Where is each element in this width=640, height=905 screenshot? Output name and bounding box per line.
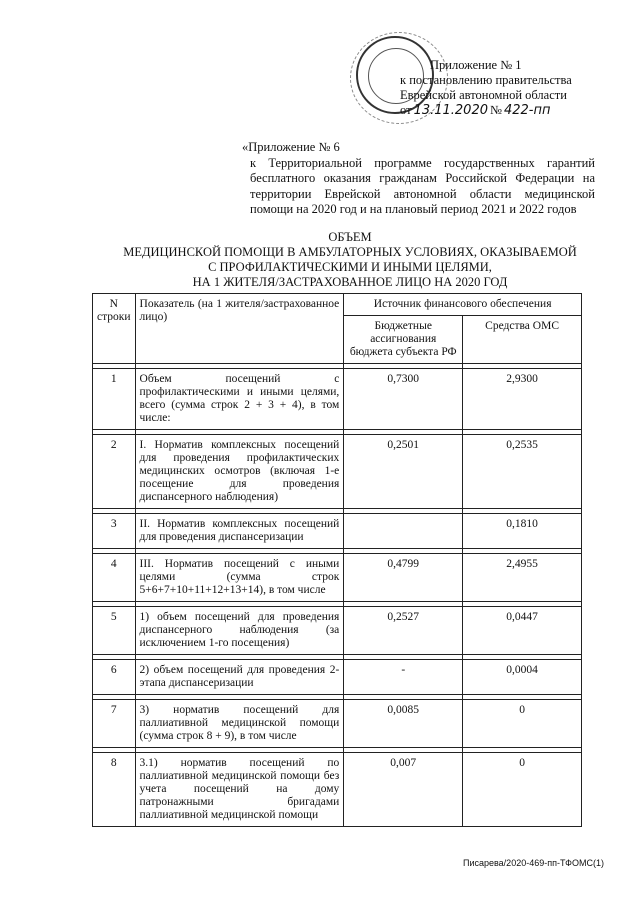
- date-prefix: от: [400, 103, 412, 117]
- header-funding-source: Источник финансового обеспечения: [344, 294, 582, 316]
- title-line-1: ОБЪЕМ: [328, 230, 372, 244]
- table-row: [93, 554, 582, 602]
- table-row: [93, 700, 582, 748]
- table-row: [93, 753, 582, 827]
- title-line-4: НА 1 ЖИТЕЛЯ/ЗАСТРАХОВАННОЕ ЛИЦО НА 2020 ГОД: [192, 275, 508, 289]
- title-line-2: МЕДИЦИНСКОЙ ПОМОЩИ В АМБУЛАТОРНЫХ УСЛОВИЯХ, ОКАЗЫВАЕМОЙ: [123, 245, 577, 259]
- title-line-3: С ПРОФИЛАКТИЧЕСКИМИ И ИНЫМИ ЦЕЛЯМИ,: [208, 260, 492, 274]
- row-budget: [344, 514, 463, 549]
- row-number: 2: [93, 435, 136, 509]
- row-oms: 0: [463, 700, 582, 748]
- row-budget: 0,2501: [344, 435, 463, 509]
- row-number: 4: [93, 554, 136, 602]
- appendix-number: Приложение № 1: [430, 58, 522, 72]
- handwritten-date: 13.11.2020: [413, 103, 488, 118]
- header-budget: Бюджетные ассигнования бюджета субъекта РФ: [344, 316, 463, 364]
- row-indicator: 3.1) норматив посещений по паллиативной медицинской помощи без учета посещений на дому патронажными бригадами паллиативной медицинской помощи: [135, 753, 344, 827]
- row-number: 3: [93, 514, 136, 549]
- table-row: [93, 435, 582, 509]
- table-row: [93, 369, 582, 430]
- row-budget: 0,0085: [344, 700, 463, 748]
- row-number: 8: [93, 753, 136, 827]
- row-indicator: II. Норматив комплексных посещений для проведения диспансеризации: [135, 514, 344, 549]
- header-indicator: Показатель (на 1 жителя/застрахованное лицо): [135, 294, 344, 364]
- handwritten-number: 422-пп: [503, 103, 551, 118]
- row-oms: 0: [463, 753, 582, 827]
- row-oms: 0,0447: [463, 607, 582, 655]
- row-indicator: III. Норматив посещений с иными целями (сумма строк 5+6+7+10+11+12+13+14), в том числе: [135, 554, 344, 602]
- table-row: [93, 514, 582, 549]
- appendix-header: [400, 58, 600, 118]
- row-budget: 0,2527: [344, 607, 463, 655]
- row-indicator: 2) объем посещений для проведения 2-этапа диспансеризации: [135, 660, 344, 695]
- row-indicator: 1) объем посещений для проведения диспансерного наблюдения (за исключением 1-го посещения): [135, 607, 344, 655]
- header-row-number: N строки: [93, 294, 136, 364]
- appendix-date-line: [400, 103, 600, 118]
- appendix-region-line: Еврейской автономной области: [400, 88, 567, 102]
- appendix-6-description: к Территориальной программе государственных гарантий бесплатного оказания гражданам Российской Федерации на территории Еврейской автономной области медицинской помощи на 2020 год и на плановый период 2021 и 2022 годов: [250, 155, 595, 216]
- row-oms: 0,1810: [463, 514, 582, 549]
- row-number: 6: [93, 660, 136, 695]
- row-oms: 0,0004: [463, 660, 582, 695]
- row-oms: 0,2535: [463, 435, 582, 509]
- document-footer-code: Писарева/2020-469-пп-ТФОМС(1): [462, 858, 604, 868]
- document-title: [60, 230, 640, 290]
- appendix-6-header: [242, 140, 595, 218]
- row-indicator: Объем посещений с профилактическими и иными целями, всего (сумма строк 2 + 3 + 4), в том числе:: [135, 369, 344, 430]
- row-indicator: 3) норматив посещений для паллиативной медицинской помощи (сумма строк 8 + 9), в том числе: [135, 700, 344, 748]
- appendix-6-title: «Приложение № 6: [242, 140, 340, 154]
- row-indicator: I. Норматив комплексных посещений для проведения профилактических медицинских осмотров (включая 1-е посещение для проведения диспансерного наблюдения): [135, 435, 344, 509]
- row-oms: 2,9300: [463, 369, 582, 430]
- row-budget: -: [344, 660, 463, 695]
- number-prefix: №: [490, 103, 502, 117]
- row-budget: 0,4799: [344, 554, 463, 602]
- header-oms: Средства ОМС: [463, 316, 582, 364]
- table-row: [93, 607, 582, 655]
- row-number: 7: [93, 700, 136, 748]
- row-budget: 0,7300: [344, 369, 463, 430]
- table-row: [93, 660, 582, 695]
- appendix-resolution-line: к постановлению правительства: [400, 73, 572, 87]
- row-oms: 2,4955: [463, 554, 582, 602]
- row-number: 1: [93, 369, 136, 430]
- volume-table: [92, 293, 582, 827]
- row-number: 5: [93, 607, 136, 655]
- row-budget: 0,007: [344, 753, 463, 827]
